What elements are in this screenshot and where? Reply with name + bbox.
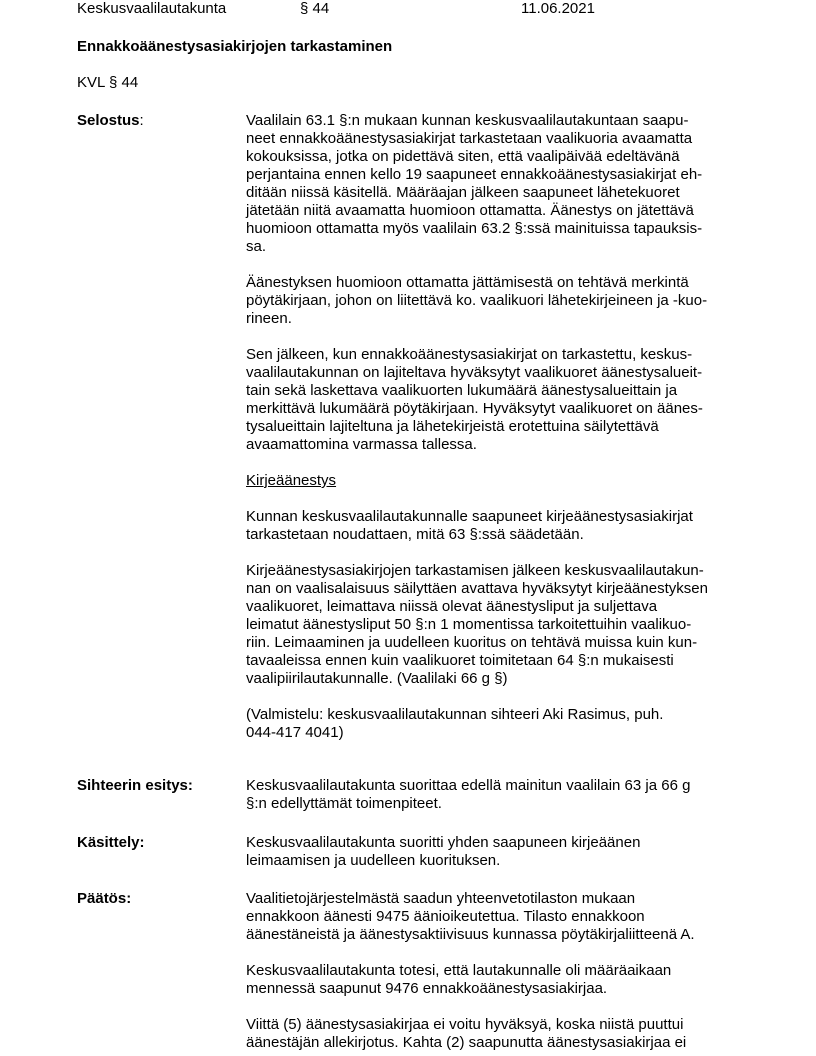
paatos-body [246, 890, 746, 1052]
paragraph: Äänestyksen huomioon ottamatta jättämisestä on tehtävä merkintä pöytäkirjaan, johon on liitettävä ko. vaalikuori lähetekirjeineen ja -kuo- rineen. [246, 274, 708, 327]
esitys-body [246, 777, 746, 813]
paragraph: Viittä (5) äänestysasiakirjaa ei voitu hyväksyä, koska niistä puuttui äänestäjän allekirjotus. Kahta (2) saapunutta äänestysasiakirjaa ei [246, 1016, 687, 1051]
selostus-label: Selostus: [77, 112, 144, 129]
preparer-note: (Valmistelu: keskusvaalilautakunnan sihteeri Aki Rasimus, puh. 044-417 4041) [246, 706, 664, 741]
kasittely-body [246, 834, 746, 870]
subheading-kirjeaanestys: Kirjeäänestys [246, 472, 337, 489]
selostus-body [246, 112, 746, 742]
page-header [0, 0, 816, 20]
paragraph: Vaalilain 63.1 §:n mukaan kunnan keskusvaalilautakuntaan saapu- neet ennakkoäänestysasiakirjat tarkastetaan vaalikuoria avaamatta kokouksissa, jotka on pidettävä siten, että vaalipäivää edeltävänä perjantaina ennen kello 19 saapuneet ennakkoäänestysasiakirjat eh- ditään niissä käsitellä. Määräajan jälkeen saapuneet lähetekuoret jätetään niitä avaamatta huomioon ottamatta. Äänestys on jätettävä huomioon ottamatta myös vaalilain 63.2 §:ssä mainituissa tapauksis- sa. [246, 112, 703, 255]
paragraph: Keskusvaalilautakunta suorittaa edellä mainitun vaalilain 63 ja 66 g §:n edellyttämät toimenpiteet. [246, 777, 691, 812]
paatos-label: Päätös: [77, 890, 132, 907]
paragraph: Sen jälkeen, kun ennakkoäänestysasiakirjat on tarkastettu, keskus- vaalilautakunnan on lajiteltava hyväksytyt vaalikuoret äänestysalueit- tain sekä laskettava vaalikuorten lukumäärä äänestysalueittain ja merkittävä lukumäärä pöytäkirjaan. Hyväksytyt vaalikuoret on äänes- tysalueittain lajiteltuna ja lähetekirjeistä erotettuina säilytettävä avaamattomina varmassa tallessa. [246, 346, 703, 453]
esitys-label: Sihteerin esitys: [77, 777, 193, 794]
header-body-name: Keskusvaalilautakunta [77, 0, 227, 17]
paragraph: Keskusvaalilautakunta totesi, että lautakunnalle oli määräaikaan mennessä saapunut 9476 ennakkoäänestysasiakirjaa. [246, 962, 672, 997]
paragraph: Kunnan keskusvaalilautakunnalle saapuneet kirjeäänestysasiakirjat tarkastetaan noudattaen, mitä 63 §:ssä säädetään. [246, 508, 693, 543]
kasittely-label: Käsittely: [77, 834, 145, 851]
paragraph: Vaalitietojärjestelmästä saadun yhteenvetotilaston mukaan ennakkoon äänesti 9475 äänioikeutettua. Tilasto ennakkoon äänestäneistä ja äänestysaktiivisuus kunnassa pöytäkirjaliitteenä A. [246, 890, 695, 943]
paragraph: Keskusvaalilautakunta suoritti yhden saapuneen kirjeäänen leimaamisen ja uudelleen kuorituksen. [246, 834, 641, 869]
header-date: 11.06.2021 [521, 0, 595, 17]
section-reference: KVL § 44 [77, 74, 139, 91]
document-title: Ennakkoäänestysasiakirjojen tarkastaminen [77, 38, 393, 55]
paragraph: Kirjeäänestysasiakirjojen tarkastamisen jälkeen keskusvaalilautakun- nan on vaalisalaisuus säilyttäen avattava hyväksytyt kirjeäänestyksen vaalikuoret, leimattava niissä olevat äänestysliput ja suljettava leimatut äänestysliput 50 §:n 1 momentissa tarkoitettuihin vaalikuo- riin. Leimaaminen ja uudelleen kuoritus on tehtävä muissa kuin kun- tavaaleissa ennen kuin vaalikuoret toimitetaan 64 §:n mukaisesti vaalipiirilautakunnalle. (Vaalilaki 66 g §) [246, 562, 708, 687]
header-section: § 44 [300, 0, 330, 17]
